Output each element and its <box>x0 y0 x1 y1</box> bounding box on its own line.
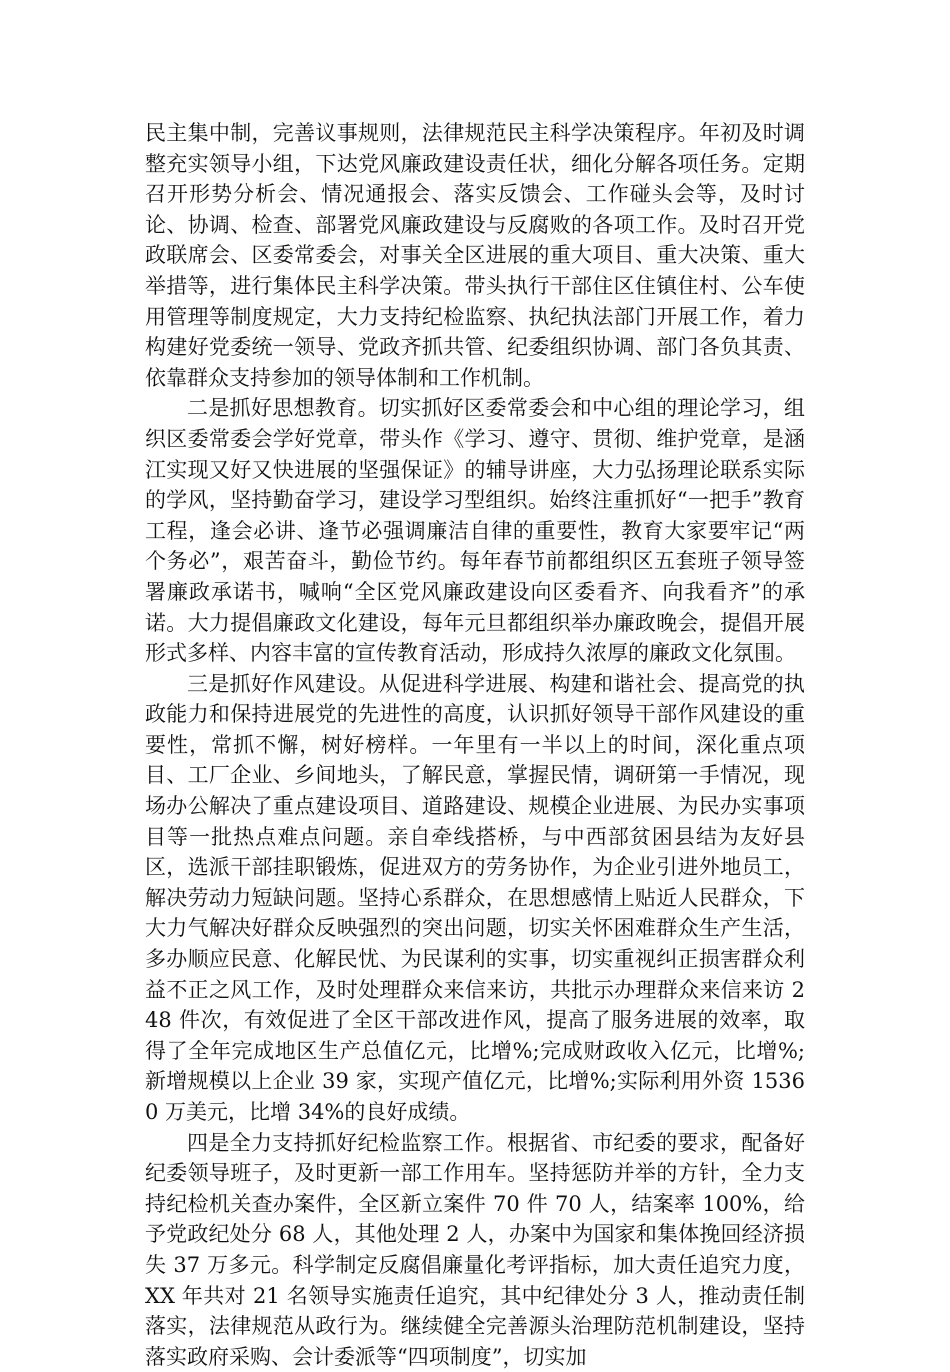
paragraph-4: 四是全力支持抓好纪检监察工作。根据省、市纪委的要求，配备好纪委领导班子，及时更新一部工作用车。坚持惩防并举的方针，全力支持纪检机关查办案件，全区新立案件 70 件 70 人，结案率 100%，给予党政纪处分 68 人，其他处理 2 人，办案中为国家和集体挽回经济损失 37 万多元。科学制定反腐倡廉量化考评指标，加大责任追究力度，XX 年共对 21 名领导实施责任追究，其中纪律处分 3 人，推动责任制落实，法律规范从政行为。继续健全完善源头治理防范机制建设，坚持落实政府采购、会计委派等“四项制度”，切实加 <box>145 1130 805 1369</box>
paragraph-3: 三是抓好作风建设。从促进科学进展、构建和谐社会、提高党的执政能力和保持进展党的先进性的高度，认识抓好领导干部作风建设的重要性，常抓不懈，树好榜样。一年里有一半以上的时间，深化重点项目、工厂企业、乡间地头，了解民意，掌握民情，调研第一手情况，现场办公解决了重点建设项目、道路建设、规模企业进展、为民办实事项目等一批热点难点问题。亲自牵线搭桥，与中西部贫困县结为友好县区，选派干部挂职锻炼，促进双方的劳务协作，为企业引进外地员工，解决劳动力短缺问题。坚持心系群众，在思想感情上贴近人民群众，下大力气解决好群众反映强烈的突出问题，切实关怀困难群众生产生活，多办顺应民意、化解民忧、为民谋利的实事，切实重视纠正损害群众利益不正之风工作，及时处理群众来信来访，共批示办理群众来信来访 248 件次，有效促进了全区干部改进作风，提高了服务进展的效率，取得了全年完成地区生产总值亿元，比增%;完成财政收入亿元，比增%;新增规模以上企业 39 家，实现产值亿元，比增%;实际利用外资 15360 万美元，比增 34%的良好成绩。 <box>145 671 805 1124</box>
paragraph-2: 二是抓好思想教育。切实抓好区委常委会和中心组的理论学习，组织区委常委会学好党章，带头作《学习、遵守、贯彻、维护党章，是涵江实现又好又快进展的坚强保证》的辅导讲座，大力弘扬理论联系实际的学风，坚持勤奋学习，建设学习型组织。始终注重抓好“一把手”教育工程，逢会必讲、逢节必强调廉洁自律的重要性，教育大家要牢记“两个务必”，艰苦奋斗，勤俭节约。每年春节前都组织区五套班子领导签署廉政承诺书，喊响“全区党风廉政建设向区委看齐、向我看齐”的承诺。大力提倡廉政文化建设，每年元旦都组织举办廉政晚会，提倡开展形式多样、内容丰富的宣传教育活动，形成持久浓厚的廉政文化氛围。 <box>145 396 805 666</box>
document-page <box>145 118 805 1372</box>
paragraph-1: 民主集中制，完善议事规则，法律规范民主科学决策程序。年初及时调整充实领导小组，下达党风廉政建设责任状，细化分解各项任务。定期召开形势分析会、情况通报会、落实反馈会、工作碰头会等，及时讨论、协调、检查、部署党风廉政建设与反腐败的各项工作。及时召开党政联席会、区委常委会，对事关全区进展的重大项目、重大决策、重大举措等，进行集体民主科学决策。带头执行干部住区住镇住村、公车使用管理等制度规定，大力支持纪检监察、执纪执法部门开展工作，着力构建好党委统一领导、党政齐抓共管、纪委组织协调、部门各负其责、依靠群众支持参加的领导体制和工作机制。 <box>145 121 805 390</box>
